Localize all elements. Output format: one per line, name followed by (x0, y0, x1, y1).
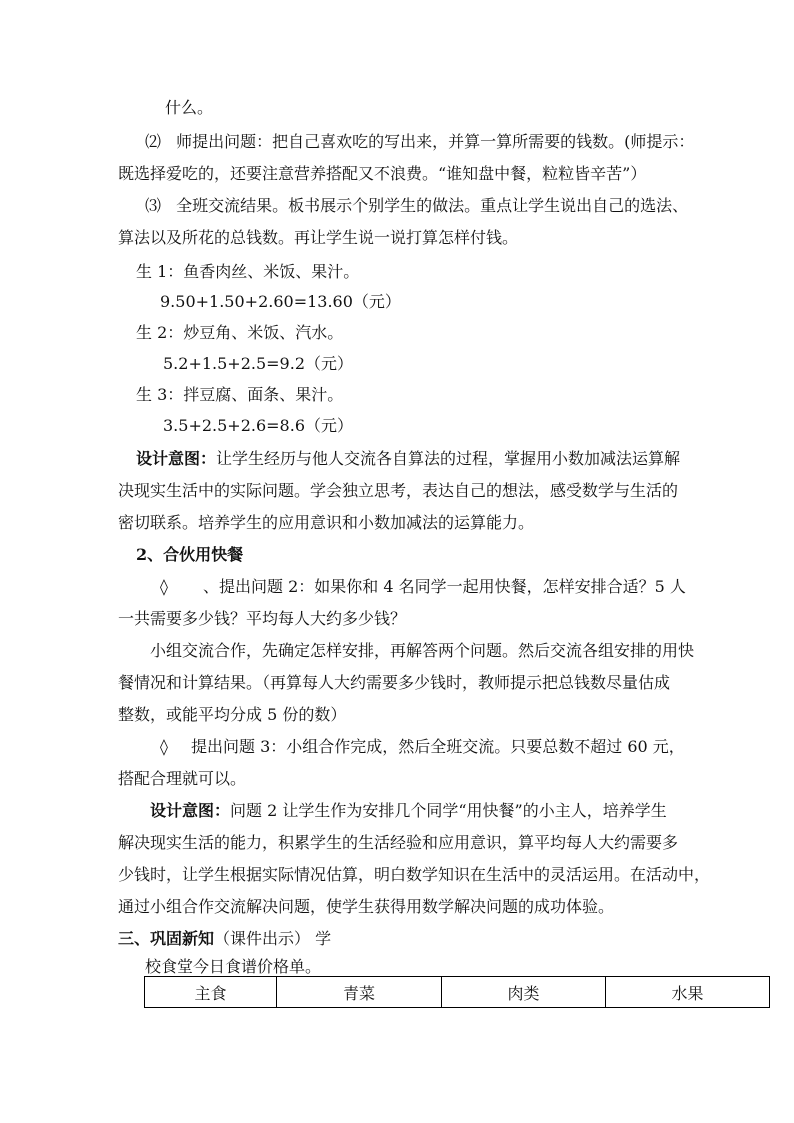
formula-line: 9.50+1.50+2.60=13.60（元） (160, 292, 401, 311)
text-line: 搭配合理就可以。 (118, 769, 247, 788)
text-line: ⑶ 全班交流结果。板书展示个别学生的做法。重点让学生说出自己的选法、 (145, 196, 689, 215)
text-line: 决现实生活中的实际问题。学会独立思考，表达自己的想法，感受数学与生活的 (118, 481, 679, 500)
text-line: 餐情况和计算结果。（再算每人大约需要多少钱时，教师提示把总钱数尽量估成 (118, 673, 671, 692)
text-line: 少钱时，让学生根据实际情况估算，明白数学知识在生活中的灵活运用。在活动中， (118, 865, 711, 884)
table-header-cell: 肉类 (442, 977, 606, 1008)
table-header-row (145, 977, 770, 1008)
section-heading: 三、巩固新知（课件出示） 学 (118, 929, 332, 948)
text-line: 校食堂今日食谱价格单。 (145, 957, 322, 976)
text-line: 密切联系。培养学生的应用意识和小数加减法的运算能力。 (118, 513, 535, 532)
text-line: 什么。 (165, 98, 214, 117)
text-line: 设计意图：问题 2 让学生作为安排几个同学“用快餐”的小主人，培养学生 (150, 801, 667, 820)
text-line: 通过小组合作交流解决问题，使学生获得用数学解决问题的成功体验。 (118, 897, 615, 916)
formula-line: 3.5+2.5+2.6=8.6（元） (163, 416, 354, 435)
formula-line: 5.2+1.5+2.5=9.2（元） (163, 354, 354, 373)
text-line: 整数，或能平均分成 5 份的数） (118, 705, 347, 724)
list-marker: ◊ (160, 737, 168, 756)
table-header-cell: 青菜 (277, 977, 442, 1008)
text-line: 一共需要多少钱？平均每人大约多少钱？ (118, 609, 407, 628)
text-line: 解决现实生活的能力，积累学生的生活经验和应用意识，算平均每人大约需要多 (118, 833, 679, 852)
text-line: 生 3：拌豆腐、面条、果汁。 (136, 385, 344, 404)
list-marker: ⑵ (145, 132, 162, 151)
list-marker: ⑶ (145, 196, 162, 215)
section-heading: 2、合伙用快餐 (136, 545, 244, 564)
table-header-cell: 主食 (145, 977, 277, 1008)
text-line: 算法以及所花的总钱数。再让学生说一说打算怎样付钱。 (118, 228, 519, 247)
text-line: 生 1：鱼香肉丝、米饭、果汁。 (136, 262, 360, 281)
design-intent-label: 设计意图： (150, 801, 231, 820)
text-line: 生 2：炒豆角、米饭、汽水。 (136, 323, 344, 342)
text-line: ◊ 提出问题 3：小组合作完成，然后全班交流。只要总数不超过 60 元， (160, 737, 685, 756)
table-header-cell: 水果 (606, 977, 770, 1008)
list-marker: ◊ (160, 577, 168, 596)
text-line: ◊ 、提出问题 2：如果你和 4 名同学一起用快餐，怎样安排合适？5 人 (160, 577, 686, 596)
text-line: ⑵ 师提出问题：把自己喜欢吃的写出来，并算一算所需要的钱数。(师提示： (145, 132, 695, 151)
text-line: 小组交流合作，先确定怎样安排，再解答两个问题。然后交流各组安排的用快 (150, 641, 695, 660)
design-intent-label: 设计意图： (136, 449, 217, 468)
price-table (144, 976, 770, 1008)
text-line: 既选择爱吃的，还要注意营养搭配又不浪费。“谁知盘中餐，粒粒皆辛苦”） (118, 164, 647, 183)
text-line: 设计意图：让学生经历与他人交流各自算法的过程，掌握用小数加减法运算解 (136, 449, 681, 468)
